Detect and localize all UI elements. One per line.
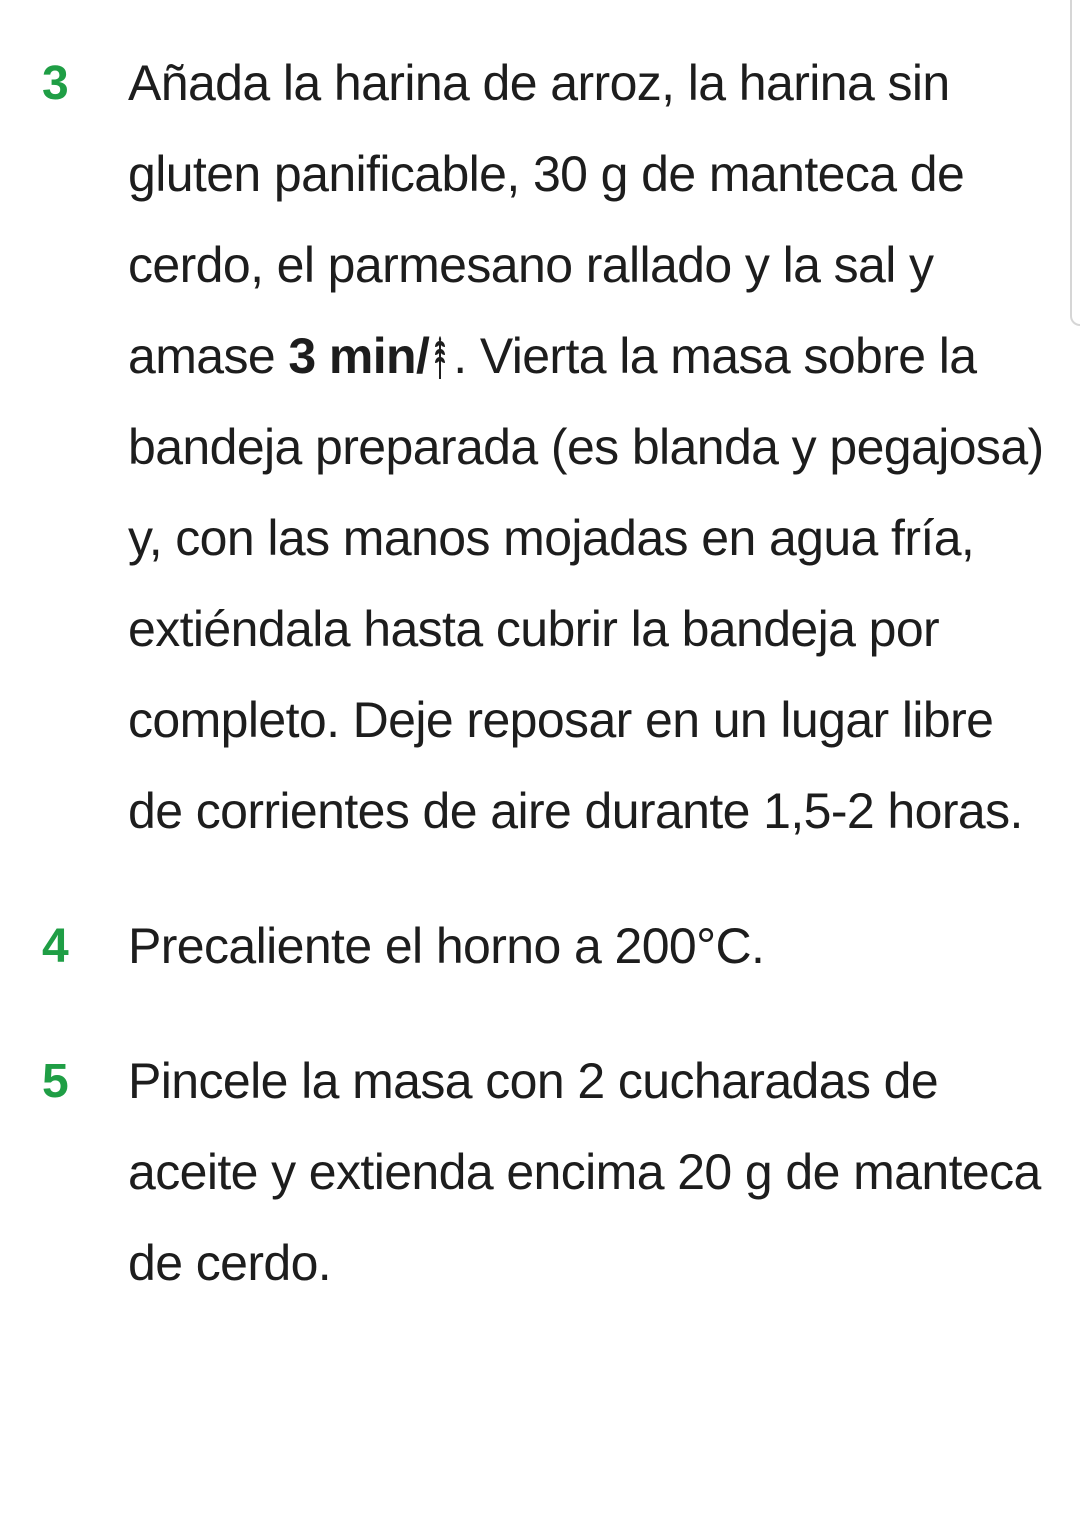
step-text-after: . Vierta la masa sobre la bandeja preparada (es blanda y pegajosa) y, con las manos mojadas en agua fría, extiéndala hasta cubrir la bandeja por completo. Deje reposar en un lugar libre de corrientes de aire durante 1,5-2 horas. <box>128 328 1044 839</box>
step-number: 4 <box>42 920 69 973</box>
recipe-steps-list <box>0 38 1060 1353</box>
step-4 <box>0 901 1060 992</box>
knead-setting: 3 min/ <box>288 328 430 384</box>
step-text: Pincele la masa con 2 cucharadas de aceite y extienda encima 20 g de manteca de cerdo. <box>128 1053 1041 1291</box>
step-number: 3 <box>42 57 69 110</box>
step-5 <box>0 1036 1060 1309</box>
scroll-handle[interactable] <box>1070 0 1080 326</box>
step-number: 5 <box>42 1055 69 1108</box>
step-text: Precaliente el horno a 200°C. <box>128 918 765 974</box>
step-text <box>128 38 1048 857</box>
step-text-before: Añada la harina de arroz, la harina sin gluten panificable, 30 g de manteca de cerdo, el parmesano rallado y la sal y amase <box>128 55 965 384</box>
knead-wheat-icon <box>429 335 451 381</box>
step-3 <box>0 38 1060 857</box>
